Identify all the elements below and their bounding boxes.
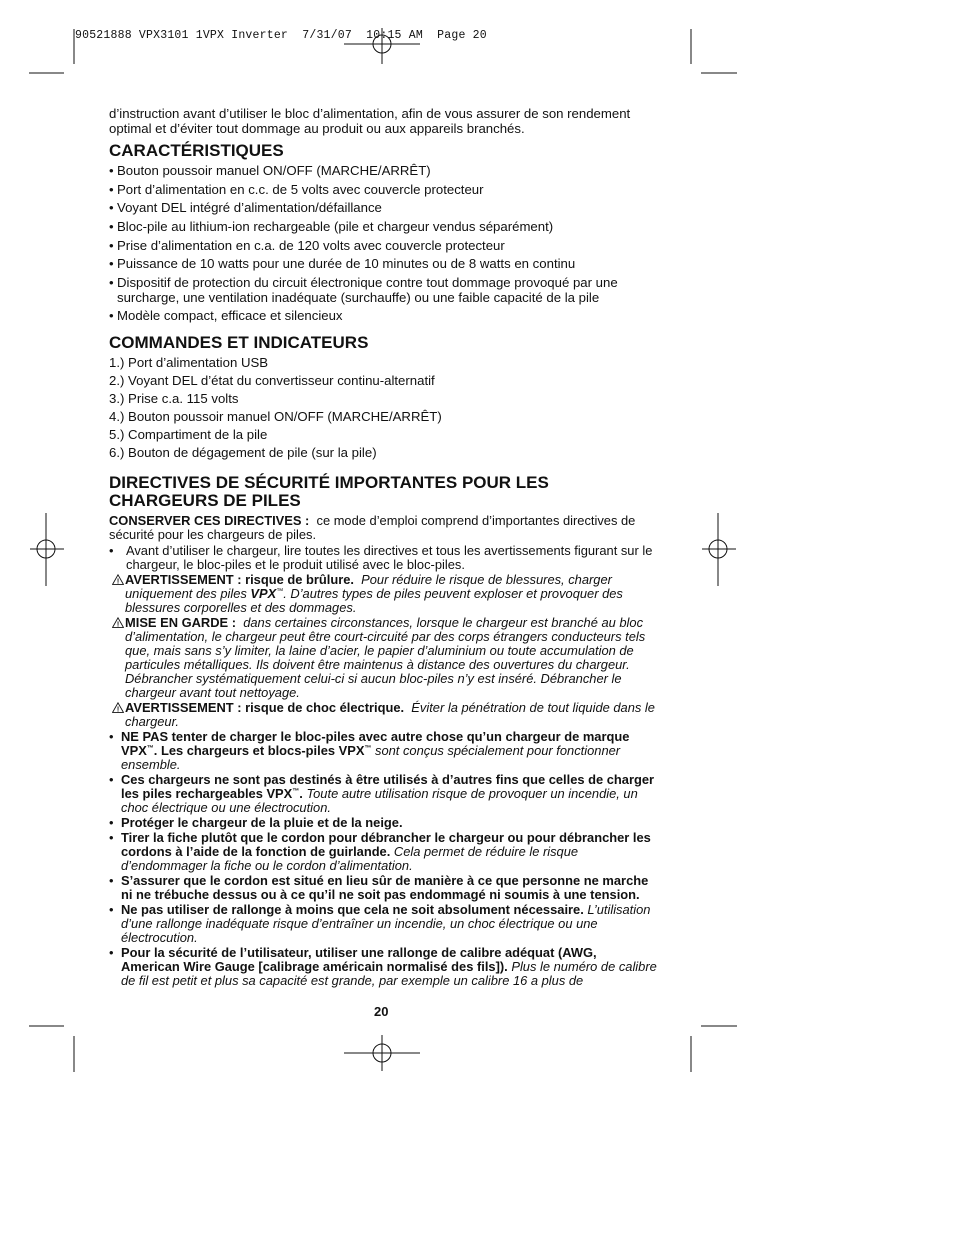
list-item: 2.) Voyant DEL d’état du convertisseur continu-alternatif	[109, 372, 435, 388]
list-item: • Voyant DEL intégré d’alimentation/défaillance	[109, 201, 657, 216]
intro-paragraph: d’instruction avant d’utiliser le bloc d’alimentation, afin de vous assurer de son rendement optimal et d’éviter tout dommage au produit ou aux appareils branchés.	[109, 106, 631, 136]
controls-heading: COMMANDES ET INDICATEURS	[109, 332, 369, 352]
list-item: • Bouton poussoir manuel ON/OFF (MARCHE/ARRÊT)	[109, 164, 657, 179]
safety-bullet: • Avant d’utiliser le chargeur, lire toutes les directives et tous les avertissements figurant sur le chargeur, le bloc-piles et le produit utilisé avec le bloc-piles.	[109, 544, 657, 572]
list-item: • Bloc-pile au lithium-ion rechargeable (pile et chargeur vendus séparément)	[109, 220, 657, 235]
list-item: • Prise d’alimentation en c.a. de 120 volts avec couvercle protecteur	[109, 239, 657, 254]
controls-list	[109, 356, 657, 461]
list-item: 6.) Bouton de dégagement de pile (sur la pile)	[109, 445, 377, 461]
svg-text:!: !	[116, 621, 120, 628]
list-item: 4.) Bouton poussoir manuel ON/OFF (MARCHE/ARRÊT)	[109, 409, 442, 425]
safety-heading: DIRECTIVES DE SÉCURITÉ IMPORTANTES POUR LES CHARGEURS DE PILES	[109, 472, 549, 510]
warning-burn: ! AVERTISSEMENT : risque de brûlure. Pour réduire le risque de blessures, charger uniquement des piles VPX™. D’autres types de piles peuvent exploser et provoquer des blessures corporelles et des dommages.	[112, 573, 657, 615]
warning-triangle-icon	[112, 617, 124, 628]
safety-bullet: • S’assurer que le cordon est situé en lieu sûr de manière à ce que personne ne marche ni ne trébuche dessus ou à ce qu’il ne soit pas endommagé ni soumis à une tension.	[109, 874, 657, 902]
safety-bullet: • Ces chargeurs ne sont pas destinés à être utilisés à d’autres fins que celles de charger les piles rechargeables VPX™. Toute autre utilisation risque de provoquer un incendie, un choc électrique ou une électrocution.	[109, 773, 657, 815]
safety-bullet: • Protéger le chargeur de la pluie et de la neige.	[109, 816, 657, 830]
svg-text:!: !	[116, 578, 120, 585]
safety-section	[109, 514, 657, 988]
page-number: 20	[374, 1004, 389, 1019]
print-slug: 90521888 VPX3101 1VPX Inverter 7/31/07 10:15 AM Page 20	[75, 29, 487, 42]
list-item: 1.) Port d’alimentation USB	[109, 354, 269, 370]
list-item: • Dispositif de protection du circuit électronique contre tout dommage provoqué par une surcharge, une ventilation inadéquate (surchauffe) ou une faible capacité de la pile	[109, 276, 657, 305]
svg-text:!: !	[116, 706, 120, 713]
warning-triangle-icon	[112, 574, 124, 585]
features-heading: CARACTÉRISTIQUES	[109, 141, 284, 160]
page-content	[109, 107, 657, 989]
safety-bullet: • Tirer la fiche plutôt que le cordon pour débrancher le chargeur ou pour débrancher les cordons à l’aide de la fonction de guirlande. Cela permet de réduire le risque d’endommager la fiche ou le cordon d’alimentation.	[109, 831, 657, 873]
safety-bullet: • Pour la sécurité de l’utilisateur, utiliser une rallonge de calibre adéquat (AWG, American Wire Gauge [calibrage américain normalisé des fils]). Plus le numéro de calibre de fil est petit et plus sa capacité est grande, par exemple un calibre 16 a plus de	[109, 946, 657, 988]
list-item: 3.) Prise c.a. 115 volts	[109, 391, 239, 406]
safety-lead: CONSERVER CES DIRECTIVES : ce mode d’emploi comprend d’importantes directives de sécurité pour les chargeurs de piles.	[109, 512, 636, 542]
warning-shock: ! AVERTISSEMENT : risque de choc électrique. Éviter la pénétration de tout liquide dans le chargeur.	[112, 701, 657, 729]
safety-bullet: • NE PAS tenter de charger le bloc-piles avec autre chose qu’un chargeur de marque VPX™. Les chargeurs et blocs-piles VPX™ sont conçus spécialement pour fonctionner ensemble.	[109, 730, 657, 772]
warning-triangle-icon	[112, 702, 124, 713]
features-list	[109, 164, 657, 324]
warning-caution: ! MISE EN GARDE : dans certaines circonstances, lorsque le chargeur est branché au bloc d’alimentation, le chargeur peut être court-circuité par des corps étrangers conducteurs tels que, mais sans s’y limiter, la laine d’acier, le papier d’aluminium ou toute accumulation de particules métalliques. Ils doivent être maintenus à distance des ouvertures du chargeur. Débrancher systématiquement celui-ci si aucun bloc-piles n’y est inséré. Débrancher le chargeur avant tout nettoyage.	[112, 616, 657, 700]
list-item: • Modèle compact, efficace et silencieux	[109, 309, 657, 324]
list-item: • Puissance de 10 watts pour une durée de 10 minutes ou de 8 watts en continu	[109, 257, 657, 272]
safety-bullet: • Ne pas utiliser de rallonge à moins que cela ne soit absolument nécessaire. L’utilisation d’une rallonge inadéquate risque d’entraîner un incendie, un choc électrique ou une électrocution.	[109, 903, 657, 945]
list-item: • Port d’alimentation en c.c. de 5 volts avec couvercle protecteur	[109, 183, 657, 198]
list-item: 5.) Compartiment de la pile	[109, 427, 268, 443]
